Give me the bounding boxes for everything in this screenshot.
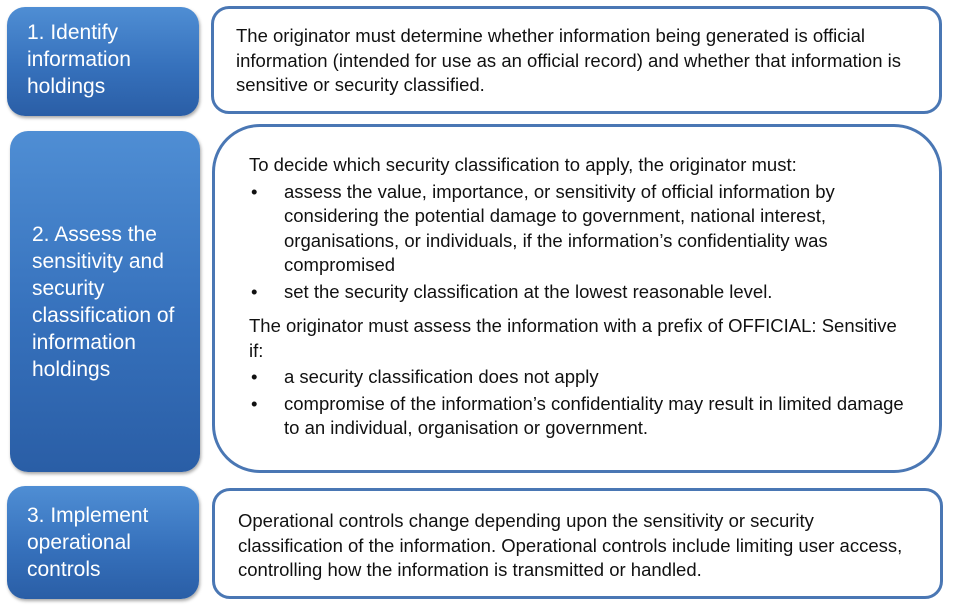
identify-description-text: The originator must determine whether information being generated is official information (intended for use as an official record) and whether that information is sensitive or security classified.	[236, 25, 901, 95]
assess-bullet-list	[249, 180, 913, 305]
step-1-identify	[7, 7, 199, 116]
identify-description-panel	[211, 6, 942, 114]
bullet-icon: •	[251, 280, 258, 302]
list-item	[249, 180, 913, 278]
bullet-icon: •	[251, 366, 258, 387]
bullet-text: compromise of the information’s confidentiality may result in limited damage to an individual, organisation or government.	[284, 392, 904, 438]
list-item	[249, 365, 913, 390]
step-2-label: 2. Assess the sensitivity and security classification of information holdings	[32, 222, 175, 381]
bullet-icon: •	[251, 392, 258, 414]
sensitive-bullet-list	[249, 365, 913, 441]
bullet-text: a security classification does not apply	[284, 366, 599, 387]
assess-description-panel	[212, 124, 942, 473]
implement-description-panel	[212, 488, 943, 599]
step-3-implement	[7, 486, 199, 599]
bullet-text: set the security classification at the lowest reasonable level.	[284, 280, 773, 302]
assess-sensitive-intro-text: The originator must assess the information with a prefix of OFFICIAL: Sensitive if:	[249, 315, 897, 361]
bullet-icon: •	[251, 180, 258, 202]
assess-intro-text: To decide which security classification to apply, the originator must:	[249, 154, 797, 175]
implement-description-text: Operational controls change depending upon the sensitivity or security classification of the information. Operational controls include limiting user access, controlling how the information is transmitted or handled.	[238, 510, 903, 580]
list-item	[249, 280, 913, 305]
step-3-label: 3. Implement operational controls	[27, 504, 149, 581]
step-1-label: 1. Identify information holdings	[27, 21, 131, 98]
bullet-text: assess the value, importance, or sensitivity of official information by considering the potential damage to government, national interest, organisations, or individuals, if the information’s confidentiality was compromised	[284, 180, 835, 275]
step-2-assess	[10, 131, 200, 472]
list-item	[249, 392, 913, 441]
